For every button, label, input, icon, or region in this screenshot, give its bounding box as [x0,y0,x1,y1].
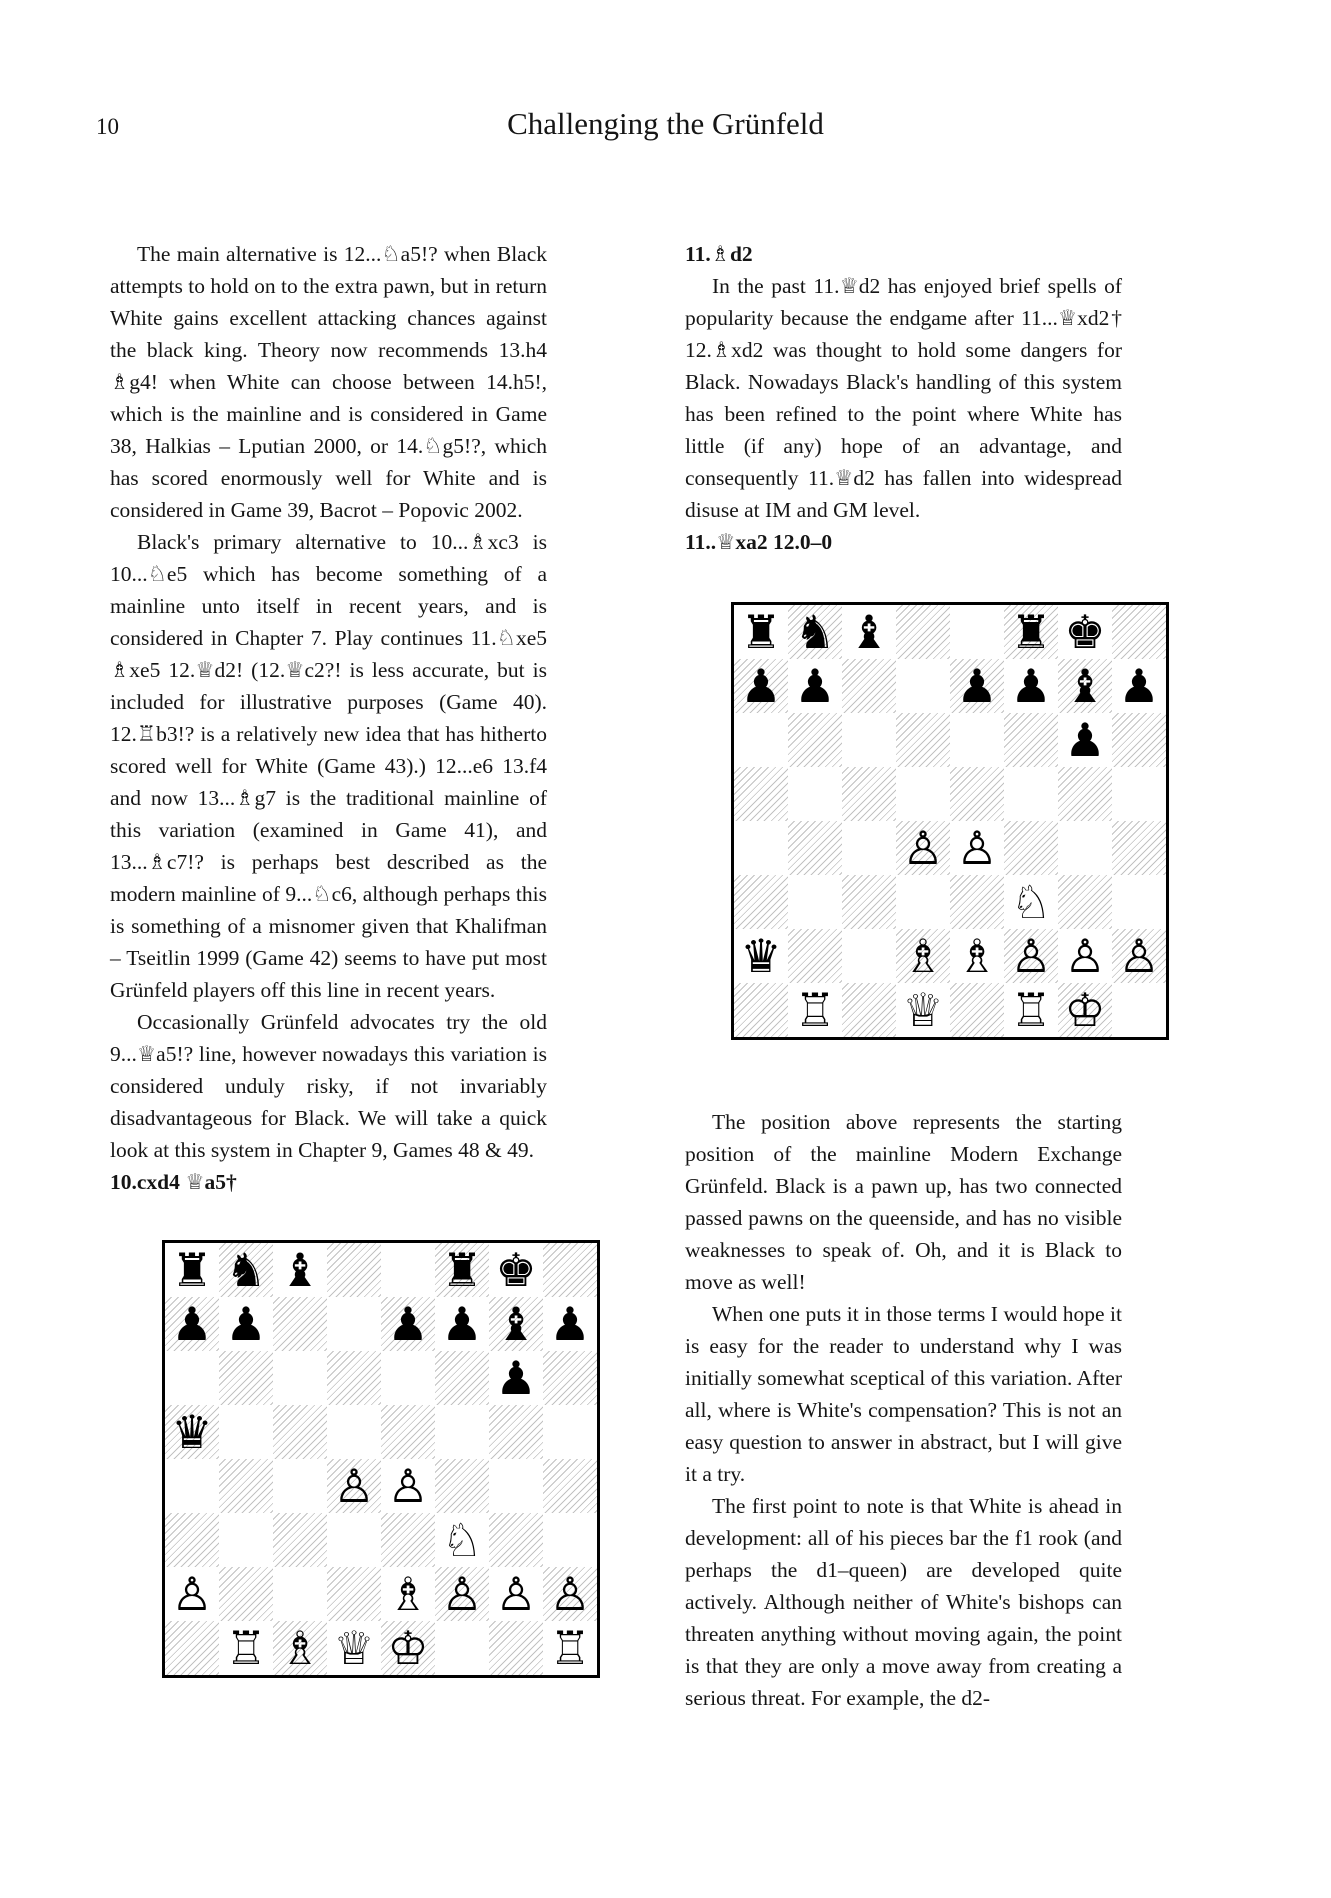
chess-piece: ♙ [896,821,950,875]
board-square [734,983,788,1037]
chess-piece: ♗ [273,1621,327,1675]
board-square [950,605,1004,659]
chess-piece: ♟ [1010,659,1052,713]
chess-piece: ♙ [1112,929,1166,983]
board-square [842,713,896,767]
chess-piece: ♟ [381,1297,435,1351]
board-square [1112,983,1166,1037]
board-square [842,929,896,983]
board-square [327,1567,381,1621]
left-column [110,238,591,1678]
board-square [273,1567,327,1621]
board-square [950,983,1004,1037]
chess-piece: ♟ [549,1297,591,1351]
board-square [734,875,788,929]
chess-piece: ♟ [734,659,788,713]
board-square [327,1351,381,1405]
board-square [381,1243,435,1297]
board-square [489,1621,543,1675]
board-square [489,1513,543,1567]
chess-piece: ♙ [387,1459,429,1513]
running-header-title: Challenging the Grünfeld [507,106,824,141]
board-square [896,605,950,659]
chess-piece: ♙ [435,1567,489,1621]
chess-piece: ♜ [740,605,782,659]
chess-piece: ♔ [381,1621,435,1675]
board-square [219,1513,273,1567]
chess-piece: ♕ [902,983,944,1037]
board-square [1058,767,1112,821]
chess-piece: ♖ [794,983,836,1037]
board-square [734,713,788,767]
paragraph: When one puts it in those terms I would hope it is easy for the reader to understand why I was initially somewhat sceptical of this variation. After all, where is White's compensation? This is not an easy question to answer in abstract, but I will give it a try. [685,1302,1122,1486]
paragraph: In the past 11.♕d2 has enjoyed brief spells of popularity because the endgame after 11...♕xd2† 12.♗xd2 was thought to hold some dangers for Black. Nowadays Black's handling of this system has been refined to the point where White has little (if any) hope of an advantage, and consequently 11.♕d2 has fallen into widespread disuse at IM and GM level. [685,274,1122,522]
board-square [950,875,1004,929]
board-square [165,1459,219,1513]
board-square [165,1621,219,1675]
board-square [327,1243,381,1297]
chess-piece: ♙ [171,1567,213,1621]
move-line: 11..♕xa2 12.0–0 [685,530,833,554]
paragraph: Black's primary alternative to 10...♗xc3 is 10...♘e5 which has become something of a mainline unto itself in recent years, and is considered in Chapter 7. Play continues 11.♘xe5 ♗xe5 12.♕d2! (12.♕c2?! is less accurate, but is included for illustrative purposes (Game 40). 12.♖b3!? is a relatively new idea that has hitherto scored well for White (Game 43).) 12...e6 13.f4 and now 13...♗g7 is the traditional mainline of this variation (examined in Game 41), and 13...♗c7!? is perhaps best described as the modern mainline of 9...♘c6, although perhaps this is something of a misnomer given that Khalifman – Tseitlin 1999 (Game 42) seems to have put most Grünfeld players off this line in recent years. [110,530,547,1002]
chess-piece: ♔ [1058,983,1112,1037]
board-square [1112,767,1166,821]
paragraph: The position above represents the starting position of the mainline Modern Exchange Grünfeld. Black is a pawn up, has two connected passed pawns on the queenside, and has no visible weaknesses to speak of. Oh, and it is Black to move as well! [685,1110,1122,1294]
chess-piece: ♗ [956,929,998,983]
board-square [219,1405,273,1459]
page-number: 10 [96,114,119,139]
chess-piece: ♙ [543,1567,597,1621]
board-square [327,1513,381,1567]
paragraph: The first point to note is that White is ahead in development: all of his pieces bar the f1 rook (and perhaps the d1–queen) are developed quite actively. Although neither of White's bishops can threaten anything without moving again, the point is that they are only a move away from creating a serious threat. For example, the d2- [685,1494,1122,1710]
chess-piece: ♟ [1118,659,1160,713]
board-square [788,875,842,929]
board-square [381,1351,435,1405]
board-square [165,1513,219,1567]
chess-piece: ♜ [435,1243,489,1297]
chess-piece: ♛ [165,1405,219,1459]
chess-piece: ♙ [1064,929,1106,983]
board-square [165,1351,219,1405]
chess-piece: ♖ [1010,983,1052,1037]
board-square [1004,821,1058,875]
board-square [273,1351,327,1405]
chess-piece: ♖ [549,1621,591,1675]
chess-piece: ♞ [219,1243,273,1297]
board-square [1112,821,1166,875]
board-square [950,767,1004,821]
chess-piece: ♟ [794,659,836,713]
board-square [489,1459,543,1513]
board-square [1112,875,1166,929]
chess-piece: ♝ [1058,659,1112,713]
board-square [273,1459,327,1513]
board-square [788,767,842,821]
board-square [543,1351,597,1405]
chess-piece: ♙ [327,1459,381,1513]
chess-piece: ♟ [495,1351,537,1405]
board-square [381,1513,435,1567]
board-square [273,1405,327,1459]
chess-piece: ♜ [1004,605,1058,659]
chess-piece: ♝ [279,1243,321,1297]
board-square [1004,767,1058,821]
chess-piece: ♝ [489,1297,543,1351]
board-square [788,821,842,875]
board-square [842,983,896,1037]
board-square [842,659,896,713]
board-square [219,1567,273,1621]
chess-piece: ♘ [441,1513,483,1567]
board-square [1058,875,1112,929]
chess-piece: ♟ [1064,713,1106,767]
board-square [950,713,1004,767]
board-square [842,821,896,875]
chess-piece: ♟ [950,659,1004,713]
board-square [896,875,950,929]
board-square [435,1459,489,1513]
board-square [219,1351,273,1405]
chess-piece: ♚ [495,1243,537,1297]
chess-piece: ♝ [848,605,890,659]
board-square [896,659,950,713]
chess-piece: ♕ [333,1621,375,1675]
board-square [734,821,788,875]
board-square [381,1405,435,1459]
chess-piece: ♟ [225,1297,267,1351]
board-square [1112,713,1166,767]
move-heading: 11.♗d2 [685,242,753,266]
board-square [734,767,788,821]
board-square [896,767,950,821]
board-square [543,1459,597,1513]
chess-piece: ♘ [1010,875,1052,929]
board-square [489,1405,543,1459]
chess-piece: ♛ [740,929,782,983]
right-column [685,238,1160,1714]
chess-piece: ♟ [165,1297,219,1351]
board-square [435,1621,489,1675]
board-square [435,1405,489,1459]
board-square [1004,713,1058,767]
chess-piece: ♗ [896,929,950,983]
chess-piece: ♗ [387,1567,429,1621]
board-square [1112,605,1166,659]
chess-piece: ♙ [956,821,998,875]
board-square [435,1351,489,1405]
chess-piece: ♙ [1004,929,1058,983]
chess-piece: ♟ [441,1297,483,1351]
board-square [543,1513,597,1567]
chess-diagram-left [162,1240,600,1678]
chess-piece: ♖ [225,1621,267,1675]
board-square [788,929,842,983]
chess-piece: ♚ [1064,605,1106,659]
board-square [219,1459,273,1513]
board-square [1058,821,1112,875]
board-square [788,713,842,767]
board-square [896,713,950,767]
chess-piece: ♞ [788,605,842,659]
board-square [842,875,896,929]
move-line: 10.cxd4 ♕a5† [110,1170,237,1194]
board-square [543,1243,597,1297]
board-square [842,767,896,821]
board-square [273,1297,327,1351]
chess-piece: ♜ [171,1243,213,1297]
board-square [327,1297,381,1351]
board-square [543,1405,597,1459]
board-square [327,1405,381,1459]
paragraph: The main alternative is 12...♘a5!? when Black attempts to hold on to the extra pawn, but in return White gains excellent attacking chances against the black king. Theory now recommends 13.h4 ♗g4! when White can choose between 14.h5!, which is the mainline and is considered in Game 38, Halkias – Lputian 2000, or 14.♘g5!?, which has scored enormously well for White and is considered in Game 39, Bacrot – Popovic 2002. [110,242,547,522]
paragraph: Occasionally Grünfeld advocates try the old 9...♕a5!? line, however nowadays this variation is considered unduly risky, if not invariably disadvantageous for Black. We will take a quick look at this system in Chapter 9, Games 48 & 49. [110,1010,547,1162]
board-square [273,1513,327,1567]
chess-diagram-right [731,602,1169,1040]
chess-piece: ♙ [495,1567,537,1621]
